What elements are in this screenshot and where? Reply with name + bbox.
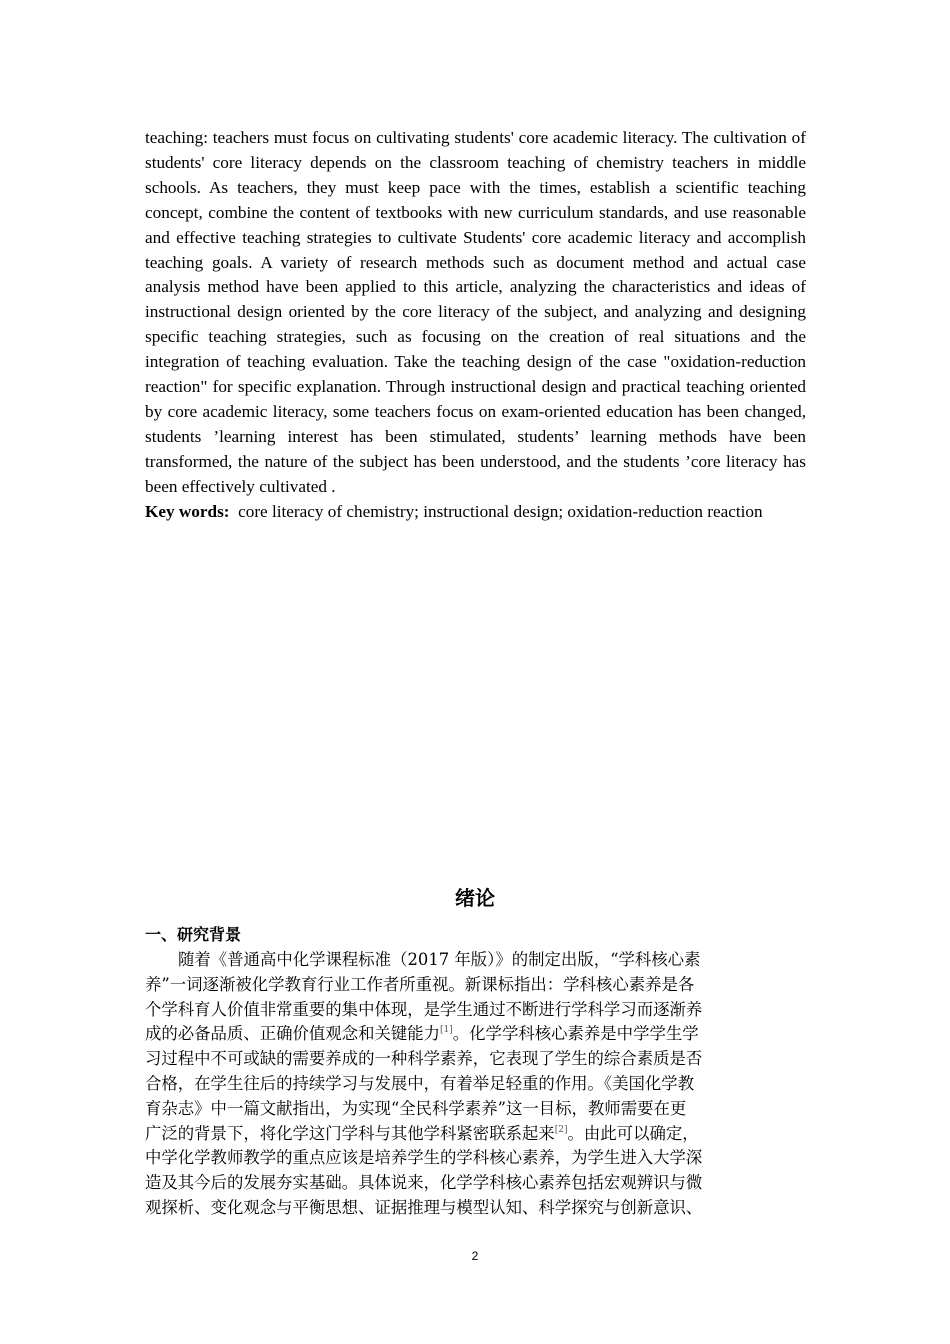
body-line-segment: 。由此可以确定， [567, 1123, 699, 1143]
keywords-text: core literacy of chemistry; instructional design; oxidation-reduction reaction [238, 501, 763, 521]
page-number: 2 [471, 1249, 479, 1263]
body-line: 造及其今后的发展夯实基础。具体说来，化学学科核心素养包括宏观辨识与微 [145, 1173, 703, 1193]
body-line: 随着《普通高中化学课程标准（2017 年版）》的制定出版，“学科核心素 [178, 950, 701, 969]
body-line: 合格，在学生往后的持续学习与发展中，有着举足轻重的作用。《美国化学教 [145, 1073, 695, 1093]
body-line-segment: 广泛的背景下，将化学这门学科与其他学科紧密联系起来 [145, 1123, 555, 1143]
body-line: 个学科育人价值非常重要的集中体现，是学生通过不断进行学科学习而逐渐养 [145, 999, 703, 1019]
body-line: 观探析、变化观念与平衡思想、证据推理与模型认知、科学探究与创新意识、 [145, 1197, 703, 1217]
body-line-with-citation [145, 1022, 806, 1047]
body-line-segment: 成的必备品质、正确价值观念和关键能力 [145, 1024, 441, 1044]
body-paragraph [145, 948, 806, 1221]
chapter-title: 绪论 [455, 886, 495, 910]
body-line: 中学化学教师教学的重点应该是培养学生的学科核心素养，为学生进入大学深 [145, 1148, 703, 1168]
body-line: 育杂志》中一篇文献指出，为实现“全民科学素养”这一目标，教师需要在更 [145, 1098, 687, 1118]
body-line-with-citation [145, 1122, 806, 1147]
citation-1[interactable]: [1] [440, 1025, 453, 1036]
abstract-body: teaching: teachers must focus on cultivating students' core academic literacy. The cultivation of students' core literacy depends on the classroom teaching of chemistry teachers in middle schools. As teachers, they must keep pace with the times, establish a scientific teaching concept, combine the content of textbooks with new curriculum standards, and use reasonable and effective teaching strategies to cultivate Students' core academic literacy and accomplish teaching goals. A variety of research methods such as document method and actual case analysis method have been applied to this article, analyzing the characteristics and ideas of instructional design oriented by the core literacy of the subject, and analyzing and designing specific teaching strategies, such as focusing on the creation of real situations and the integration of teaching evaluation. Take the teaching design of the case "oxidation-reduction reaction" for specific explanation. Through instructional design and practical teaching oriented by core academic literacy, some teachers focus on exam-oriented education has been changed, students ’learning interest has been stimulated, students’ learning methods have been transformed, the nature of the subject has been understood, and the students ’core literacy has been effectively cultivated . [145, 128, 806, 496]
keywords-label: Key words: [145, 501, 230, 521]
section-title: 一、研究背景 [145, 925, 242, 944]
body-line: 养”一词逐渐被化学教育行业工作者所重视。新课标指出：学科核心素养是各 [145, 974, 695, 994]
citation-2[interactable]: [2] [554, 1124, 568, 1135]
abstract-section [145, 126, 806, 525]
body-line-segment: 。化学学科核心素养是中学学生学 [452, 1024, 699, 1044]
body-line: 习过程中不可或缺的需要养成的一种科学素养，它表现了学生的综合素质是否 [145, 1049, 703, 1069]
keywords-paragraph [145, 500, 806, 525]
